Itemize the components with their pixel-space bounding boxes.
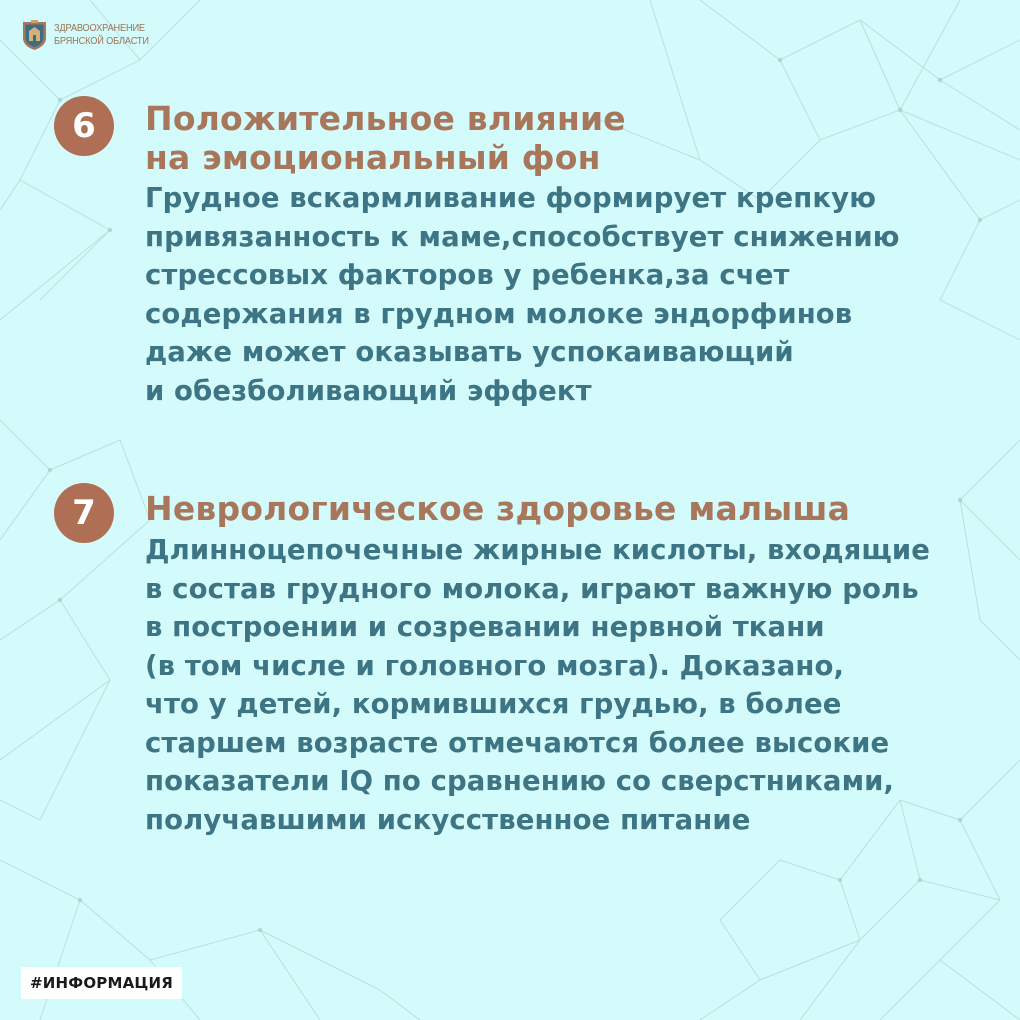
item-title: Неврологическое здоровье малыша	[145, 489, 851, 528]
hashtag-label: #ИНФОРМАЦИЯ	[21, 967, 182, 999]
org-name	[54, 22, 149, 48]
item-title: Положительное влияние на эмоциональный фон	[145, 99, 626, 177]
org-name-line2: БРЯНСКОЙ ОБЛАСТИ	[54, 35, 149, 47]
org-logo	[21, 19, 162, 51]
item-number-badge: 7	[54, 483, 114, 543]
item-number-badge: 6	[54, 96, 114, 156]
item-body: Длинноцепочечные жирные кислоты, входящие в состав грудного молока, играют важную роль в построении и созревании нервной ткани (в том числе и головного мозга). Доказано, что у детей, кормившихся грудью, в более старшем возрасте отмечаются более высокие показатели IQ по сравнению со сверстниками, получавшими искусственное питание	[145, 534, 931, 836]
org-name-line1: ЗДРАВООХРАНЕНИЕ	[54, 22, 145, 34]
coat-of-arms-icon	[21, 19, 48, 51]
item-body: Грудное вскармливание формирует крепкую привязанность к маме,способствует снижению стрессовых факторов у ребенка,за счет содержания в грудном молоке эндорфинов даже может оказывать успокаивающий и обезболивающий эффект	[145, 182, 900, 407]
